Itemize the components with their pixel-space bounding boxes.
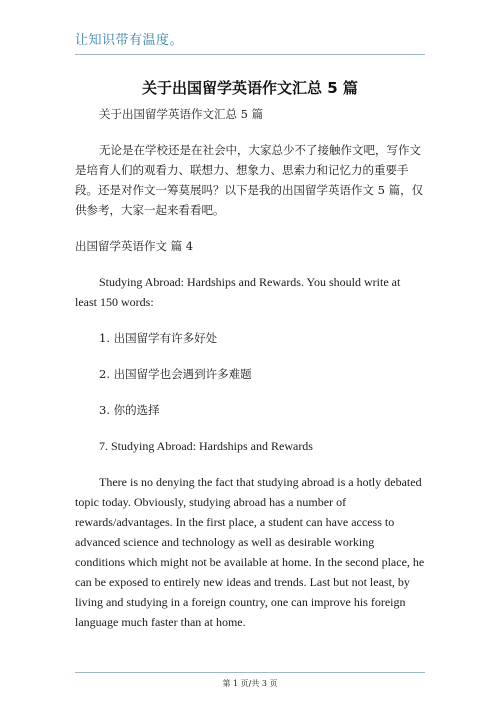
outline-item-2: 2. 出国留学也会遇到许多难题 xyxy=(99,367,252,381)
page-footer xyxy=(75,672,425,689)
page-number: 第 1 页/共 3 页 xyxy=(222,679,278,688)
intro-paragraph: 无论是在学校还是在社会中，大家总少不了接触作文吧，写作文是培育人们的观看力、联想力、想象力、思索力和记忆力的重要手段。还是对作文一筹莫展吗？以下是我的出国留学英语作文 5 篇，仅供参考，大家一起来看看吧。 xyxy=(75,143,424,217)
essay-title: 7. Studying Abroad: Hardships and Rewards xyxy=(99,439,313,453)
outline-item-1: 1. 出国留学有许多好处 xyxy=(99,331,218,345)
essay-prompt: Studying Abroad: Hardships and Rewards. You should write at least 150 words: xyxy=(75,275,401,309)
header-slogan: 让知识带有温度。 xyxy=(75,33,184,48)
essay-paragraph: There is no denying the fact that studying abroad is a hotly debated topic today. Obviously, studying abroad has a number of rewards/advantages. In the first place, a student can have access to advanced science and technology as well as desirable working conditions which might not be available at home. In the second place, he can be exposed to entirely new ideas and trends. Last but not least, by living and studying in a foreign country, one can improve his foreign language much faster than at home. xyxy=(75,475,425,629)
footer-divider xyxy=(75,672,425,673)
document-title: 关于出国留学英语作文汇总 5 篇 xyxy=(142,79,358,97)
header-divider xyxy=(75,54,425,55)
document-body xyxy=(75,104,425,632)
document-subtitle: 关于出国留学英语作文汇总 5 篇 xyxy=(99,107,264,121)
outline-item-3: 3. 你的选择 xyxy=(99,403,160,417)
section-heading: 出国留学英语作文 篇 4 xyxy=(75,239,194,253)
page-header xyxy=(75,32,425,55)
